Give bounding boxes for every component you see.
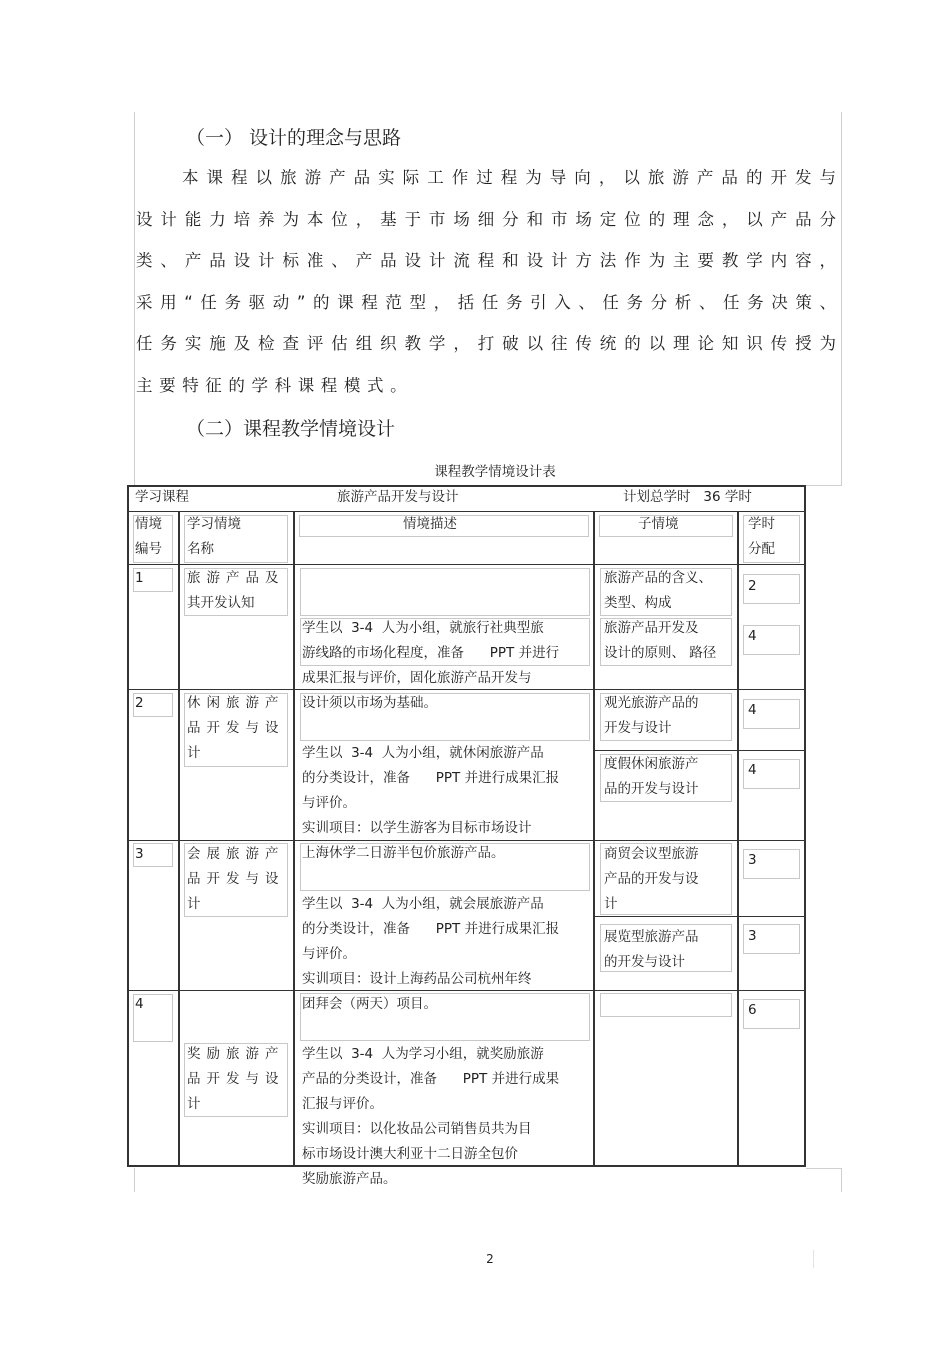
row-2-sub-2: 度假休闲旅游产 品的开发与设计 bbox=[604, 756, 699, 797]
total-hours: 计划总学时 36 学时 bbox=[623, 489, 752, 505]
paragraph-line: 类、产品设计标准、产品设计流程和设计方法作为主要教学内容， bbox=[136, 251, 838, 270]
row-4-name: 奖励旅游产 品开发与设 计 bbox=[187, 1046, 285, 1112]
row-3-sub-1-hours: 3 bbox=[748, 852, 757, 868]
row-4-id: 4 bbox=[135, 996, 144, 1012]
header-description: 情境描述 bbox=[403, 516, 457, 532]
row-1-sub-2: 旅游产品开发及 设计的原则、 路径 bbox=[604, 620, 717, 661]
row-2-name: 休闲旅游产 品开发与设 计 bbox=[187, 695, 285, 761]
paragraph-line: 本课程以旅游产品实际工作过程为导向，以旅游产品的开发与 bbox=[182, 168, 838, 187]
row-4-description: 学生以 3-4 人为学习小组，就奖励旅游 产品的分类设计，准备 PPT 并进行成果 汇报与评价。 实训项目：以化妆品公司销售员共为目 标市场设计澳大利亚十二日游全包价 奖励旅游产品。 bbox=[302, 1046, 560, 1187]
paragraph-line: 主要特征的学科课程模式。 bbox=[136, 375, 414, 395]
header-hours: 学时 分配 bbox=[748, 516, 775, 557]
paragraph-line: 任务实施及检查评估组织教学，打破以往传统的以理论知识传授为 bbox=[136, 334, 838, 353]
header-scenario-name: 学习情境 名称 bbox=[187, 516, 241, 557]
row-1-id: 1 bbox=[135, 570, 144, 586]
row-3-sub-2-hours: 3 bbox=[748, 928, 757, 944]
row-3-name: 会展旅游产 品开发与设 计 bbox=[187, 846, 285, 912]
paragraph-line: 设计能力培养为本位，基于市场细分和市场定位的理念，以产品分 bbox=[136, 209, 838, 229]
course-label: 学习课程 bbox=[135, 489, 189, 505]
paragraph-line: 采用“任务驱动”的课程范型，括任务引入、任务分析、任务决策、 bbox=[136, 292, 838, 312]
row-2-description: 学生以 3-4 人为小组，就休闲旅游产品 的分类设计，准备 PPT 并进行成果汇报 与评价。 实训项目：以学生游客为目标市场设计 上海休学二日游半包价旅游产品。 bbox=[302, 745, 560, 861]
row-2-id: 2 bbox=[135, 695, 144, 711]
section-2-heading: （二）课程教学情境设计 bbox=[186, 418, 396, 440]
row-4-sub-1-hours: 6 bbox=[748, 1002, 757, 1018]
header-scenario-id: 情境 编号 bbox=[135, 516, 162, 557]
row-3-sub-2: 展览型旅游产品 的开发与设计 bbox=[604, 929, 699, 970]
course-name: 旅游产品开发与设计 bbox=[337, 489, 459, 505]
header-sub-scenario: 子情境 bbox=[638, 516, 679, 532]
page-number: 2 bbox=[486, 1252, 494, 1266]
section-1-heading: （一） 设计的理念与思路 bbox=[186, 127, 402, 149]
row-1-sub-1-hours: 2 bbox=[748, 578, 757, 594]
row-1-description: 学生以 3-4 人为小组，就旅行社典型旅 游线路的市场化程度，准备 PPT 并进行 成果汇报与评价，固化旅游产品开发与 设计须以市场为基础。 bbox=[302, 620, 560, 711]
row-2-sub-1: 观光旅游产品的 开发与设计 bbox=[604, 695, 699, 736]
row-3-description: 学生以 3-4 人为小组，就会展旅游产品 的分类设计，准备 PPT 并进行成果汇报 与评价。 实训项目：设计上海药品公司杭州年终 团拜会（两天）项目。 bbox=[302, 896, 560, 1012]
row-3-sub-1: 商贸会议型旅游 产品的开发与设 计 bbox=[604, 846, 699, 912]
row-2-sub-1-hours: 4 bbox=[748, 702, 757, 718]
row-1-name: 旅游产品及 其开发认知 bbox=[187, 570, 285, 611]
row-3-id: 3 bbox=[135, 846, 144, 862]
table-caption: 课程教学情境设计表 bbox=[434, 464, 556, 480]
row-1-sub-2-hours: 4 bbox=[748, 628, 757, 644]
row-1-sub-1: 旅游产品的含义、 类型、构成 bbox=[604, 570, 712, 611]
row-2-sub-2-hours: 4 bbox=[748, 762, 757, 778]
